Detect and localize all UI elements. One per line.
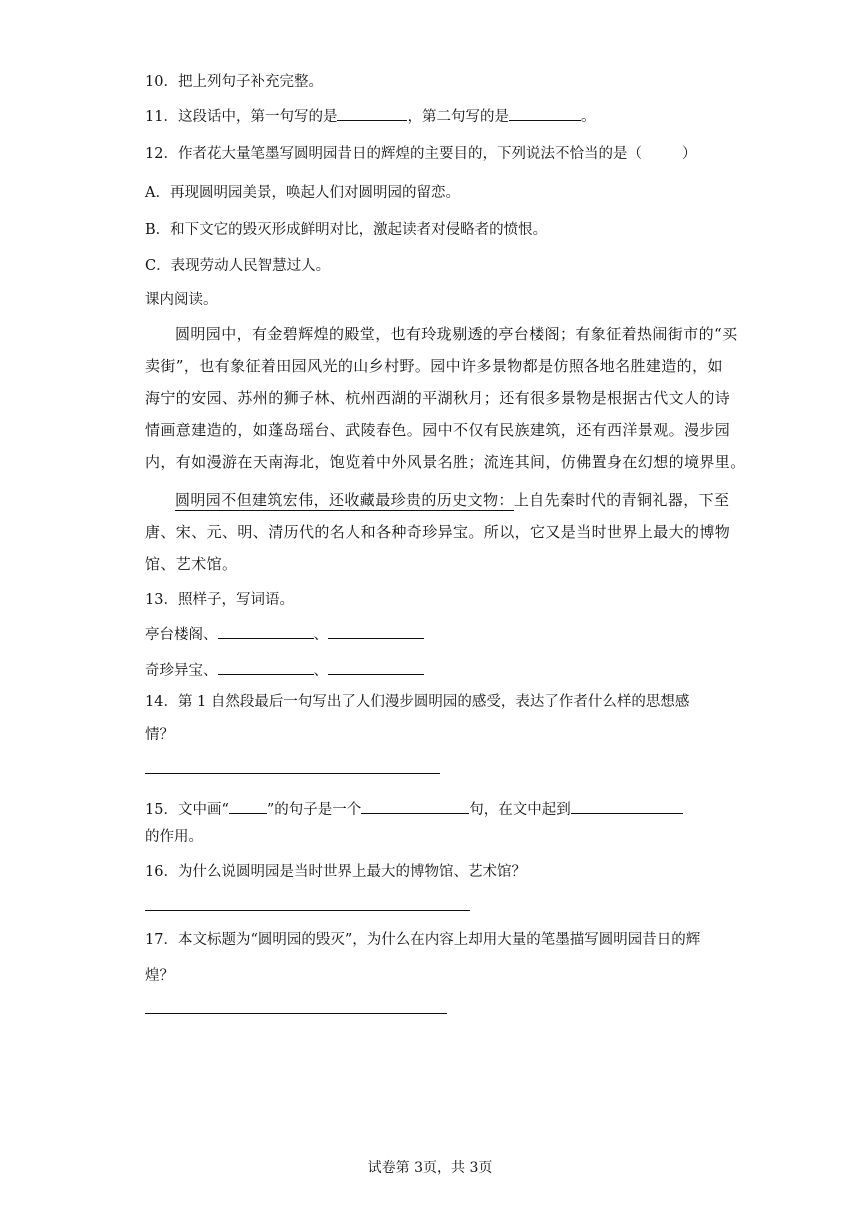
q13-blank-1b[interactable] xyxy=(328,624,424,639)
question-17-line-1: 17．本文标题为“圆明园的毁灭”，为什么在内容上却用大量的笔墨描写圆明园昔日的辉 xyxy=(145,932,701,948)
q11-prefix: 11．这段话中，第一句写的是 xyxy=(145,109,338,125)
question-16: 16．为什么说圆明园是当时世界上最大的博物馆、艺术馆？ xyxy=(145,864,526,880)
question-14-line-2: 情？ xyxy=(145,727,174,743)
question-14-line-1: 14．第 1 自然段最后一句写出了人们漫步圆明园的感受，表达了作者什么样的思想感 xyxy=(145,694,690,710)
q12-option-b: B．和下文它的毁灭形成鲜明对比，激起读者对侵略者的愤恨。 xyxy=(145,222,548,238)
passage-p2-rest: 上自先秦时代的青铜礼器，下至 xyxy=(513,491,730,509)
q11-middle: ，第二句写的是 xyxy=(407,109,509,125)
q17-answer-line[interactable] xyxy=(145,1013,447,1014)
q13-blank-2b[interactable] xyxy=(328,660,424,675)
q12-option-c: C．表现劳动人民智慧过人。 xyxy=(145,258,331,274)
q13-example-1: 亭台楼阁、 xyxy=(145,627,218,643)
q15-blank-1[interactable] xyxy=(361,799,469,814)
q13-blank-1a[interactable] xyxy=(218,624,314,639)
question-11 xyxy=(145,106,595,127)
q15-underline-sample xyxy=(229,799,267,814)
q13-blank-2a[interactable] xyxy=(218,660,314,675)
question-15 xyxy=(145,799,683,820)
passage-p2-line-1 xyxy=(175,490,750,510)
q11-blank-2[interactable] xyxy=(509,106,581,121)
passage-p1-line-2: 卖街”，也有象征着田园风光的山乡村野。园中许多景物都是仿照各地名胜建造的，如 xyxy=(145,357,723,375)
q14-answer-line[interactable] xyxy=(145,773,440,774)
question-10: 10．把上列句子补充完整。 xyxy=(145,74,323,90)
q12-close: ） xyxy=(681,146,697,162)
question-15-line-2: 的作用。 xyxy=(145,829,203,845)
q16-answer-line[interactable] xyxy=(145,910,470,911)
passage-p1-line-3: 海宁的安园、苏州的狮子林、杭州西湖的平湖秋月；还有很多景物是根据古代文人的诗 xyxy=(145,389,731,407)
q11-blank-1[interactable] xyxy=(337,106,407,121)
q12-text: 12．作者花大量笔墨写圆明园昔日的辉煌的主要目的，下列说法不恰当的是（ xyxy=(145,146,642,162)
q15-prefix: 15．文中画“ xyxy=(145,802,229,818)
question-13: 13．照样子，写词语。 xyxy=(145,592,294,608)
underlined-sentence: 圆明园不但建筑宏伟，还收藏最珍贵的历史文物： xyxy=(175,491,514,509)
section-label: 课内阅读。 xyxy=(145,292,218,308)
q12-option-a: A．再现圆明园美景，唤起人们对圆明园的留恋。 xyxy=(145,185,460,201)
question-17-line-2: 煌？ xyxy=(145,968,174,984)
q13-row-2 xyxy=(145,660,424,681)
q15-mid-2: 句，在文中起到 xyxy=(469,802,571,818)
q11-suffix: 。 xyxy=(580,109,596,125)
page-footer: 试卷第 3页，共 3页 xyxy=(367,1160,493,1176)
passage-p1-line-5: 内，有如漫游在天南海北，饱览着中外风景名胜；流连其间，仿佛置身在幻想的境界里。 xyxy=(145,453,746,471)
q13-row-1 xyxy=(145,624,424,645)
question-12 xyxy=(145,144,696,164)
q13-example-2: 奇珍异宝、 xyxy=(145,663,218,679)
q13-sep-2: 、 xyxy=(313,663,328,679)
q13-sep-1: 、 xyxy=(313,627,328,643)
passage-p2-line-3: 馆、艺术馆。 xyxy=(145,555,238,573)
q15-mid-1: ”的句子是一个 xyxy=(266,802,362,818)
passage-p2-line-2: 唐、宋、元、明、清历代的名人和各种奇珍异宝。所以，它又是当时世界上最大的博物 xyxy=(145,523,731,541)
q15-blank-2[interactable] xyxy=(571,799,683,814)
passage-p1-line-4: 情画意建造的，如蓬岛瑶台、武陵春色。园中不仅有民族建筑，还有西洋景观。漫步园 xyxy=(145,421,731,439)
passage-p1-line-1: 圆明园中，有金碧辉煌的殿堂，也有玲珑剔透的亭台楼阁；有象征着热闹街市的“买 xyxy=(175,325,738,343)
